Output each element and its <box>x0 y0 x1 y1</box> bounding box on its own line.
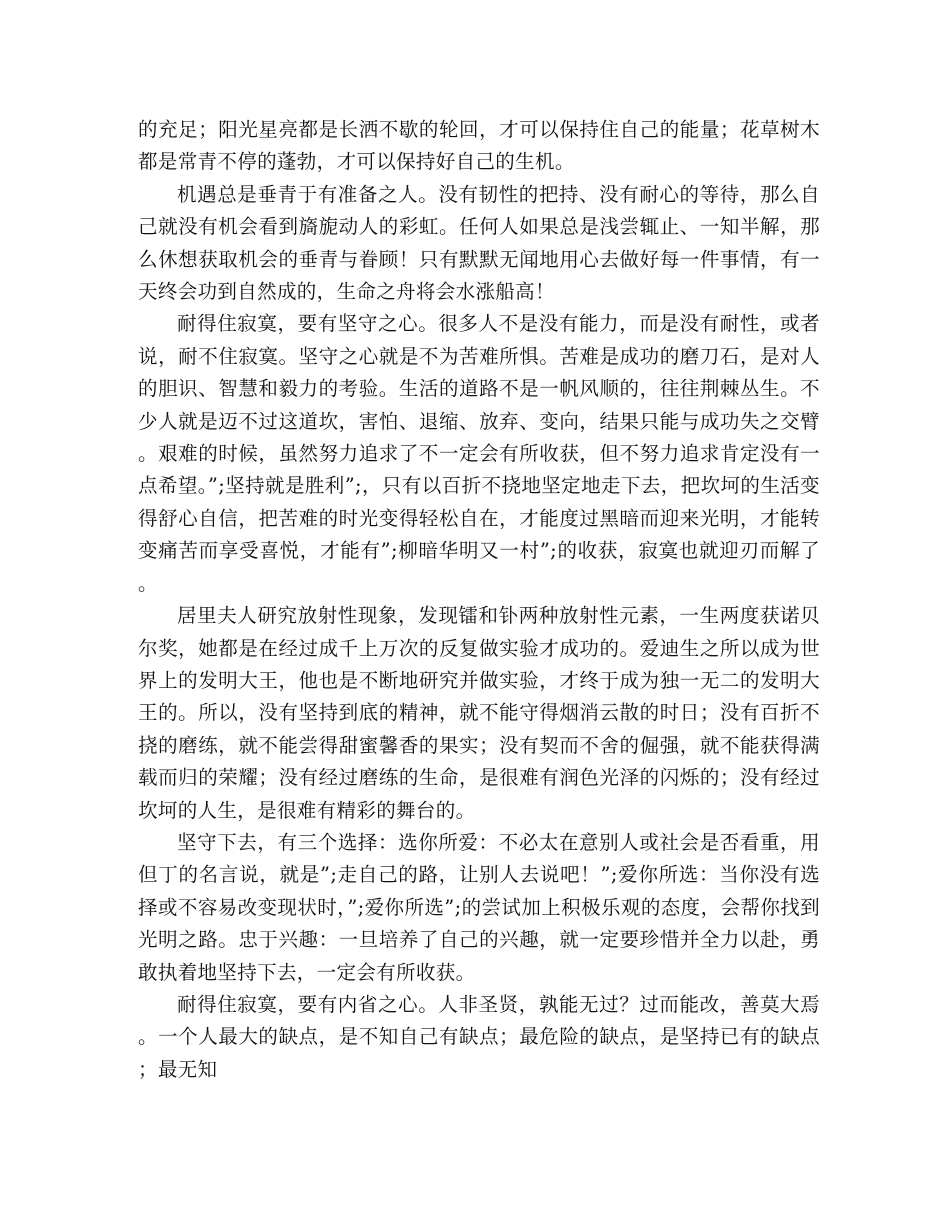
paragraph-introspection: 耐得住寂寞，要有内省之心。人非圣贤，孰能无过？过而能改，善莫大焉。一个人最大的缺点，是不知自己有缺点；最危险的缺点，是坚持已有的缺点；最无知 <box>138 992 820 1081</box>
paragraph-opportunity: 机遇总是垂青于有准备之人。没有韧性的把持、没有耐心的等待，那么自己就没有机会看到旖旎动人的彩虹。任何人如果总是浅尝辄止、一知半解，那么休想获取机会的垂青与眷顾！只有默默无闻地用心去做好每一件事情，有一天终会功到自然成的，生命之舟将会水涨船高！ <box>138 182 820 304</box>
paragraph-examples: 居里夫人研究放射性现象，发现镭和钋两种放射性元素，一生两度获诺贝尔奖，她都是在经过成千上万次的反复做实验才成功的。爱迪生之所以成为世界上的发明大王，他也是不断地研究并做实验，才终于成为独一无二的发明大王的。所以，没有坚持到底的精神，就不能守得烟消云散的时日；没有百折不挠的磨练，就不能尝得甜蜜馨香的果实；没有契而不舍的倔强，就不能获得满载而归的荣耀；没有经过磨练的生命，是很难有润色光泽的闪烁的；没有经过坎坷的人生，是很难有精彩的舞台的。 <box>138 604 820 822</box>
paragraph-three-choices: 坚守下去，有三个选择：选你所爱：不必太在意别人或社会是否看重，用但丁的名言说，就是”;走自己的路，让别人去说吧！”;爱你所选：当你没有选择或不容易改变现状时，”;爱你所选”;的尝试加上积极乐观的态度，会帮你找到光明之路。忠于兴趣：一旦培养了自己的兴趣，就一定要珍惜并全力以赴，勇敢执着地坚持下去，一定会有所收获。 <box>138 830 820 984</box>
paragraph-continuation: 的充足；阳光星亮都是长洒不歇的轮回，才可以保持住自己的能量；花草树木都是常青不停的蓬勃，才可以保持好自己的生机。 <box>138 118 820 174</box>
article-body <box>138 114 820 1086</box>
paragraph-perseverance: 耐得住寂寞，要有坚守之心。很多人不是没有能力，而是没有耐性，或者说，耐不住寂寞。坚守之心就是不为苦难所惧。苦难是成功的磨刀石，是对人的胆识、智慧和毅力的考验。生活的道路不是一帆风顺的，往往荆棘丛生。不少人就是迈不过这道坎，害怕、退缩、放弃、变向，结果只能与成功失之交臂。艰难的时候，虽然努力追求了不一定会有所收获，但不努力追求肯定没有一点希望。”;坚持就是胜利”;，只有以百折不挠地坚定地走下去，把坎坷的生活变得舒心自信，把苦难的时光变得轻松自在，才能度过黑暗而迎来光明，才能转变痛苦而享受喜悦，才能有”;柳暗华明又一村”;的收获，寂寞也就迎刃而解了。 <box>138 312 820 595</box>
